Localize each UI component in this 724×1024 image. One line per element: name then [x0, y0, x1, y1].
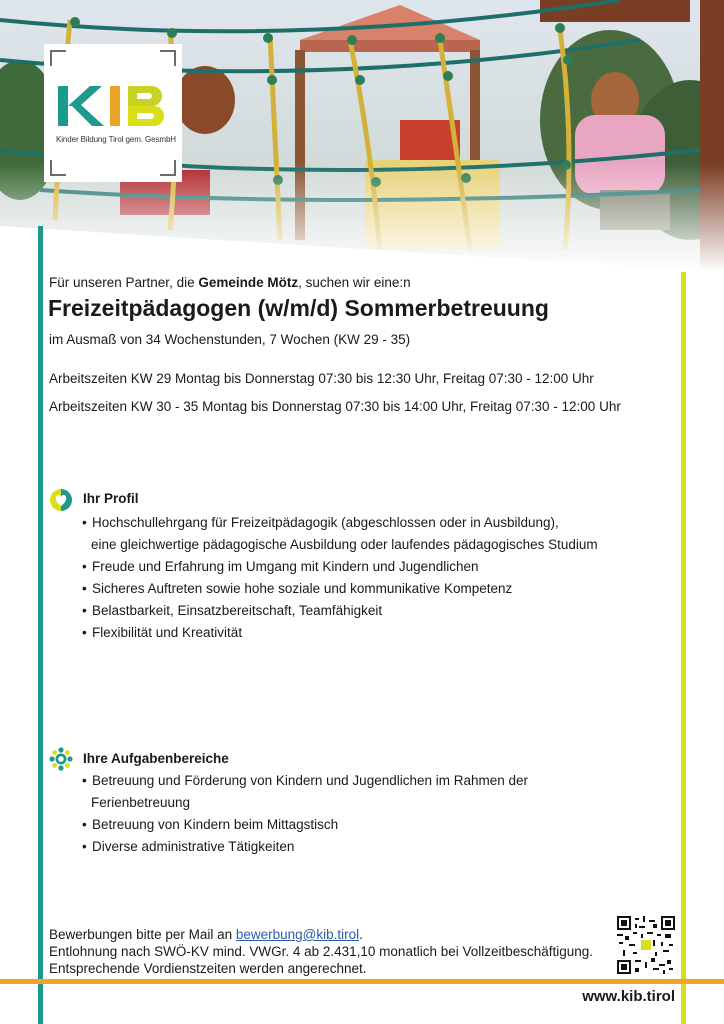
profile-heading: Ihr Profil	[83, 491, 139, 506]
logo-corner-mark	[160, 50, 176, 66]
list-item: • Betreuung von Kindern beim Mittagstisch	[82, 817, 339, 832]
list-item: • Belastbarkeit, Einsatzbereitschaft, Teamfähigkeit	[82, 603, 383, 618]
apply-line-3: Entsprechende Vordienstzeiten werden angerechnet.	[49, 961, 367, 976]
working-hours-kw29: Arbeitszeiten KW 29 Montag bis Donnerstag 07:30 bis 12:30 Uhr, Freitag 07:30 - 12:00 Uhr	[49, 371, 594, 386]
list-item: • Sicheres Auftreten sowie hohe soziale und kommunikative Kompetenz	[82, 581, 513, 596]
application-info	[49, 926, 593, 977]
list-item: • Diverse administrative Tätigkeiten	[82, 839, 295, 854]
email-link[interactable]: bewerbung@kib.tirol	[235, 927, 360, 942]
kib-logo	[44, 44, 182, 182]
logo-corner-mark	[160, 160, 176, 176]
list-item: • Hochschullehrgang für Freizeitpädagogik (abgeschlossen oder in Ausbildung),	[82, 515, 559, 530]
list-item: Ferienbetreuung	[91, 795, 191, 810]
website-url[interactable]: www.kib.tirol	[582, 988, 675, 1005]
apply-line-2: Entlohnung nach SWÖ-KV mind. VWGr. 4 ab 2.431,10 monatlich bei Vollzeitbeschäftigung.	[49, 944, 594, 959]
partner-name: Gemeinde Mötz	[198, 275, 299, 290]
list-item: eine gleichwertige pädagogische Ausbildung oder laufendes pädagogisches Studium	[91, 537, 598, 552]
logo-corner-mark	[50, 160, 66, 176]
yellow-accent-line	[681, 272, 686, 1024]
list-item: • Flexibilität und Kreativität	[82, 625, 243, 640]
tasks-heading: Ihre Aufgabenbereiche	[83, 751, 229, 766]
profile-heart-icon	[49, 488, 73, 512]
kib-logo-mark	[56, 82, 172, 130]
intro-text	[49, 275, 411, 290]
logo-corner-mark	[50, 50, 66, 66]
job-subtitle: im Ausmaß von 34 Wochenstunden, 7 Wochen (KW 29 - 35)	[49, 332, 411, 347]
job-title: Freizeitpädagogen (w/m/d) Sommerbetreuung	[48, 295, 549, 321]
profile-list	[82, 512, 598, 644]
list-item: • Betreuung und Förderung von Kindern und Jugendlichen im Rahmen der	[82, 773, 529, 788]
qr-code[interactable]	[617, 916, 675, 974]
logo-tagline: Kinder Bildung Tirol gem. GesmbH	[56, 135, 176, 144]
intro-suffix: , suchen wir eine:n	[298, 275, 411, 290]
tasks-gear-icon	[49, 747, 73, 771]
tasks-list	[82, 770, 528, 858]
apply-line-1: Bewerbungen bitte per Mail an bewerbung@kib.tirol.	[49, 927, 363, 942]
orange-accent-line	[0, 979, 724, 984]
teal-accent-line	[38, 226, 43, 1024]
intro-prefix: Für unseren Partner, die	[49, 275, 199, 290]
list-item: • Freude und Erfahrung im Umgang mit Kindern und Jugendlichen	[82, 559, 479, 574]
working-hours-kw30-35: Arbeitszeiten KW 30 - 35 Montag bis Donnerstag 07:30 bis 14:00 Uhr, Freitag 07:30 - 12:00 Uhr	[49, 399, 621, 414]
